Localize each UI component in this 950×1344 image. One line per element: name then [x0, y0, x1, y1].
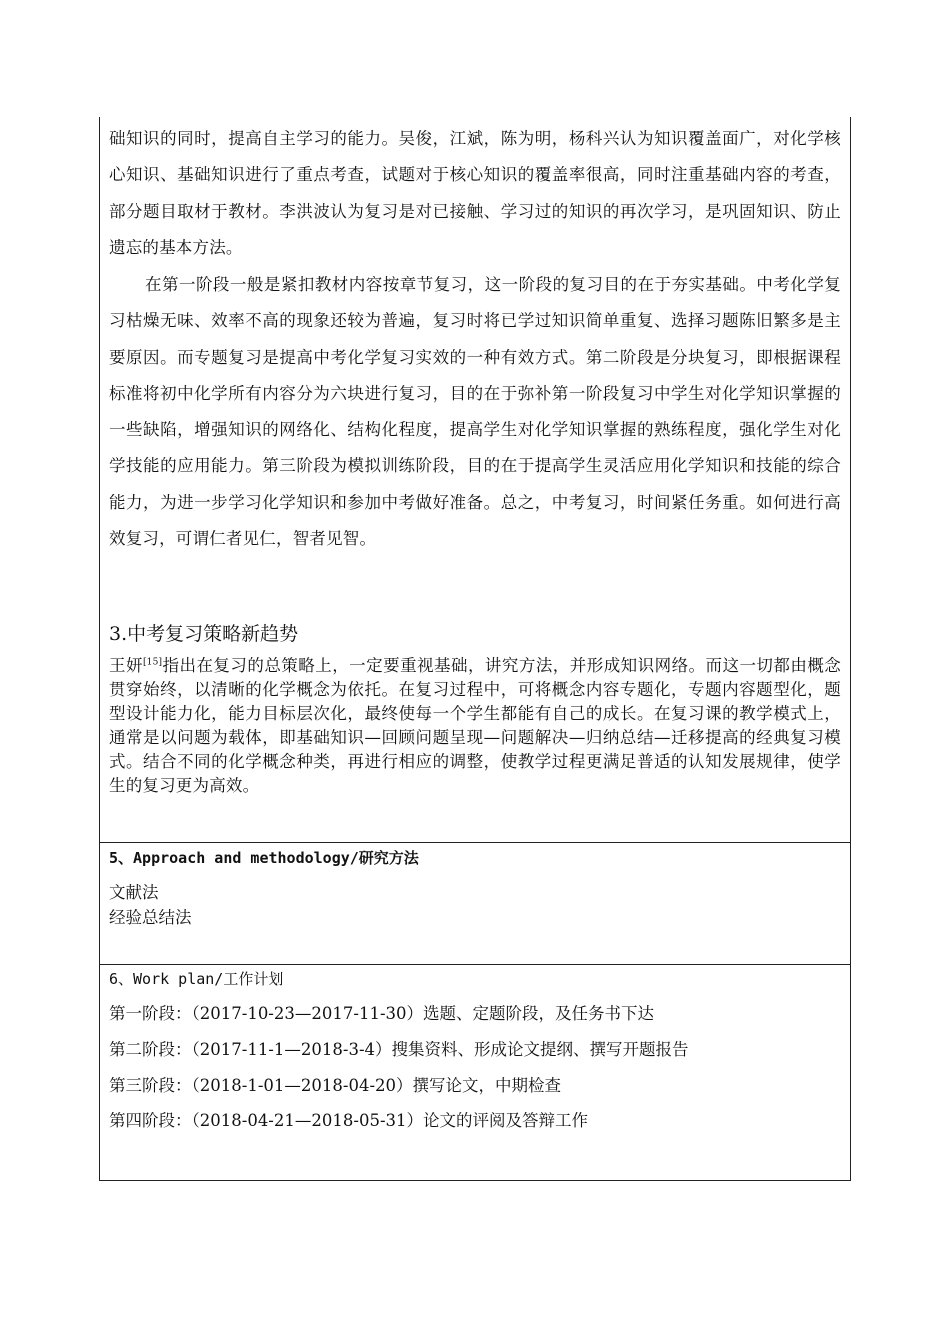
methodology-title: 5、Approach and methodology/研究方法	[109, 849, 419, 867]
cited-author: 王妍	[109, 656, 143, 675]
method-item: 经验总结法	[109, 908, 192, 927]
method-item: 文献法	[109, 883, 159, 902]
work-plan-title: 6、Work plan/工作计划	[109, 970, 284, 988]
literature-paragraph-1: 础知识的同时，提高自主学习的能力。吴俊，江斌，陈为明，杨科兴认为知识覆盖面广，对化学核心知识、基础知识进行了重点考查，试题对于核心知识的覆盖率很高，同时注重基础内容的考查，部分题目取材于教材。李洪波认为复习是对已接触、学习过的知识的再次学习，是巩固知识、防止遗忘的基本方法。	[109, 129, 841, 257]
literature-paragraph-2: 在第一阶段一般是紧扣教材内容按章节复习，这一阶段的复习目的在于夯实基础。中考化学复习枯燥无味、效率不高的现象还较为普遍，复习时将已学过知识简单重复、选择习题陈旧繁多是主要原因。而专题复习是提高中考化学复习实效的一种有效方式。第二阶段是分块复习，即根据课程标准将初中化学所有内容分为六块进行复习，目的在于弥补第一阶段复习中学生对化学知识掌握的一些缺陷，增强知识的网络化、结构化程度，提高学生对化学知识掌握的熟练程度，强化学生对化学技能的应用能力。第三阶段为模拟训练阶段，目的在于提高学生灵活应用化学知识和技能的综合能力，为进一步学习化学知识和参加中考做好准备。总之，中考复习，时间紧任务重。如何进行高效复习，可谓仁者见仁，智者见智。	[109, 275, 841, 549]
work-plan-cell	[100, 965, 850, 1179]
paragraph-3-text: 指出在复习的总策略上，一定要重视基础，讲究方法，并形成知识网络。而这一切都由概念贯穿始终，以清晰的化学概念为依托。在复习过程中，可将概念内容专题化，专题内容题型化，题型设计能力化，能力目标层次化，最终使每一个学生都能有自己的成长。在复习课的教学模式上，通常是以问题为载体，即基础知识—回顾问题呈现—问题解决—归纳总结—迁移提高的经典复习模式。结合不同的化学概念种类，再进行相应的调整，使教学过程更满足普适的认知发展规律，使学生的复习更为高效。	[109, 656, 842, 795]
plan-stage-3: 第三阶段：（2018-1-01—2018-04-20）撰写论文，中期检查	[109, 1076, 562, 1095]
proposal-table	[99, 117, 851, 1181]
section-heading-3: 3.中考复习策略新趋势	[109, 623, 299, 645]
literature-paragraph-3	[109, 654, 841, 798]
plan-stage-4: 第四阶段：（2018-04-21—2018-05-31）论文的评阅及答辩工作	[109, 1111, 589, 1130]
citation-reference: [15]	[142, 657, 163, 668]
plan-stage-2: 第二阶段：（2017-11-1—2018-3-4）搜集资料、形成论文提纲、撰写开题报告	[109, 1040, 689, 1059]
plan-stage-1: 第一阶段：（2017-10-23—2017-11-30）选题、定题阶段，及任务书下达	[109, 1004, 655, 1023]
